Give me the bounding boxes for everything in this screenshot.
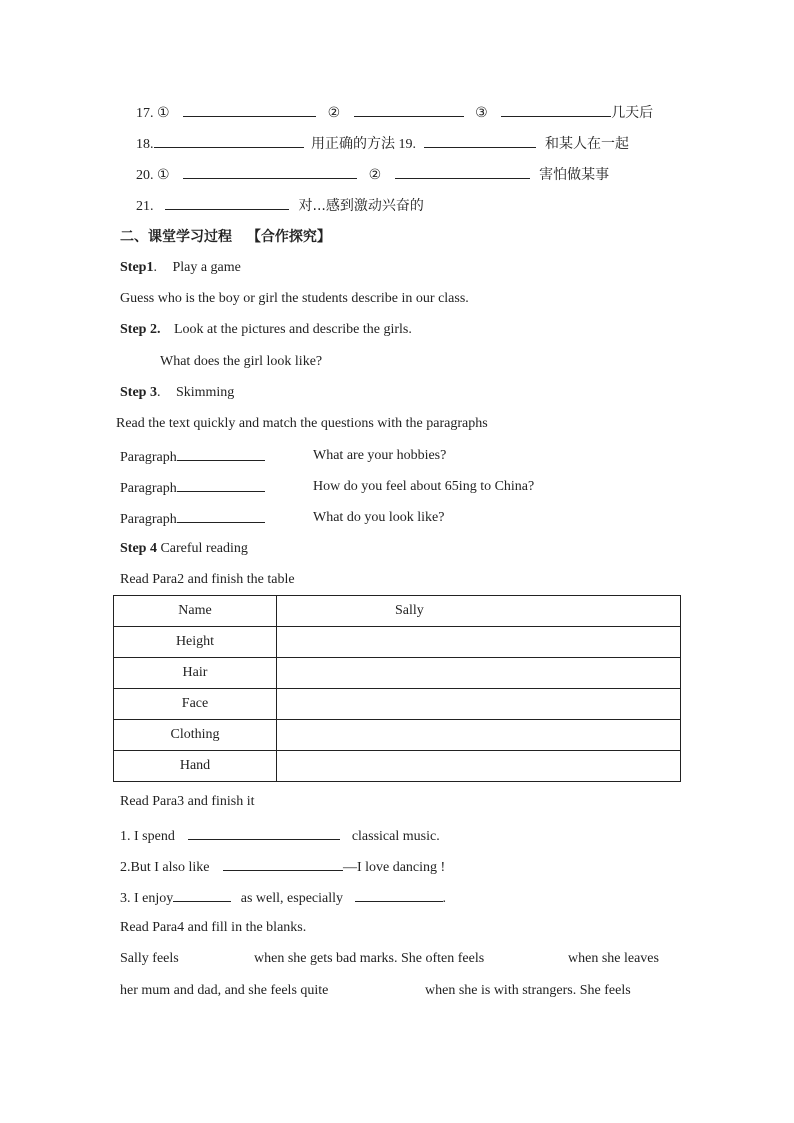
step3-line (120, 383, 234, 403)
answer-blank[interactable] (188, 825, 340, 840)
paragraph-blank[interactable] (177, 508, 265, 523)
circle-one: ① (157, 167, 170, 183)
paragraph-blank[interactable] (177, 477, 265, 492)
section-title: 二、课堂学习过程 (120, 229, 232, 245)
step-title: Skimming (175, 385, 235, 400)
step-label: Step 3 (120, 385, 157, 400)
step-dot: . (156, 385, 161, 400)
answer-cell[interactable] (277, 751, 681, 782)
paragraph-label: Paragraph (120, 481, 177, 496)
step-title: Look at the pictures and describe the girls. (173, 322, 412, 337)
step4-line (120, 539, 248, 559)
item-20 (136, 164, 609, 186)
table-header-sally: Sally (277, 596, 681, 627)
sally-table (113, 595, 681, 782)
para4-instruction: Read Para4 and fill in the blanks. (120, 920, 307, 935)
answer-blank[interactable] (154, 133, 304, 148)
circle-one: ① (157, 105, 170, 121)
row-label: Hand (114, 751, 277, 782)
circle-three: ③ (475, 105, 488, 121)
step-title: Careful reading (160, 541, 248, 556)
row-label: Hair (114, 658, 277, 689)
row-label: Height (114, 627, 277, 658)
step3-instruction: Read the text quickly and match the questions with the paragraphs (116, 416, 488, 431)
item-text: classical music. (351, 829, 440, 844)
table-header-row (114, 596, 681, 627)
item-21 (136, 195, 424, 217)
para3-instruction: Read Para3 and finish it (120, 794, 255, 809)
step-label: Step 2. (120, 322, 161, 337)
item-21-meaning: 对...感到激动兴奋的 (298, 198, 424, 214)
passage-text: her mum and dad, and she feels quite (120, 983, 329, 998)
answer-cell[interactable] (277, 658, 681, 689)
item-text: . (442, 891, 447, 906)
match-row (120, 477, 535, 499)
passage-text: when she leaves (568, 951, 659, 966)
item-17-meaning: 几天后 (611, 105, 654, 121)
paragraph-blank[interactable] (177, 446, 265, 461)
item-text: 1. I spend (120, 829, 175, 844)
paragraph-label: Paragraph (120, 512, 177, 527)
table-row (114, 751, 681, 782)
step1-description: Guess who is the boy or girl the students describe in our class. (120, 291, 469, 306)
answer-blank[interactable] (173, 887, 231, 902)
table-row (114, 658, 681, 689)
table-row (114, 720, 681, 751)
para3-item-3 (120, 887, 446, 909)
step2-question: What does the girl look like? (160, 354, 323, 369)
para3-item-2 (120, 856, 445, 878)
answer-blank[interactable] (395, 164, 530, 179)
item-20-meaning: 害怕做某事 (539, 167, 610, 183)
item-19-meaning: 和某人在一起 (545, 136, 629, 152)
item-number: 19. (398, 137, 416, 152)
para4-line-1 (120, 949, 672, 969)
row-label: Clothing (114, 720, 277, 751)
item-17 (136, 102, 653, 124)
para4-line-2 (120, 981, 672, 1001)
table-row (114, 627, 681, 658)
item-number: 17. (136, 106, 154, 121)
passage-text: when she is with strangers. She feels (425, 983, 631, 998)
item-number: 21. (136, 199, 154, 214)
answer-cell[interactable] (277, 689, 681, 720)
answer-blank[interactable] (501, 102, 611, 117)
para3-item-1 (120, 825, 440, 847)
answer-blank[interactable] (354, 102, 464, 117)
passage-text: Sally feels (120, 951, 179, 966)
match-question: What do you look like? (313, 510, 445, 525)
step-label: Step 4 (120, 541, 157, 556)
circle-two: ② (327, 105, 341, 121)
item-number: 20. (136, 168, 154, 183)
answer-blank[interactable] (183, 102, 316, 117)
step-title: Play a game (172, 260, 241, 275)
answer-blank[interactable] (165, 195, 289, 210)
item-18-19 (136, 133, 629, 155)
match-row (120, 508, 445, 530)
item-text: as well, especially (240, 891, 344, 906)
section-subtitle: 【合作探究】 (246, 229, 331, 245)
circle-two: ② (368, 167, 382, 183)
step2-line (120, 320, 412, 340)
item-text: 2.But I also like (120, 860, 210, 875)
answer-blank[interactable] (183, 164, 357, 179)
item-text: 3. I enjoy (120, 891, 174, 906)
table-header-name: Name (114, 596, 277, 627)
answer-blank[interactable] (355, 887, 443, 902)
answer-blank[interactable] (424, 133, 536, 148)
step1-line (120, 258, 241, 278)
match-row (120, 446, 447, 468)
step-dot: . (153, 260, 157, 275)
table-row (114, 689, 681, 720)
row-label: Face (114, 689, 277, 720)
paragraph-label: Paragraph (120, 450, 177, 465)
match-question: How do you feel about 65ing to China? (313, 479, 535, 494)
step-label: Step1 (120, 260, 154, 275)
answer-cell[interactable] (277, 720, 681, 751)
item-text: —I love dancing ! (342, 860, 446, 875)
para2-instruction: Read Para2 and finish the table (120, 572, 295, 587)
passage-text: when she gets bad marks. She often feels (254, 951, 485, 966)
item-18-meaning: 用正确的方法 (311, 136, 395, 152)
answer-blank[interactable] (223, 856, 343, 871)
section-heading (120, 227, 331, 247)
match-question: What are your hobbies? (313, 448, 447, 463)
item-number: 18. (136, 137, 154, 152)
answer-cell[interactable] (277, 627, 681, 658)
